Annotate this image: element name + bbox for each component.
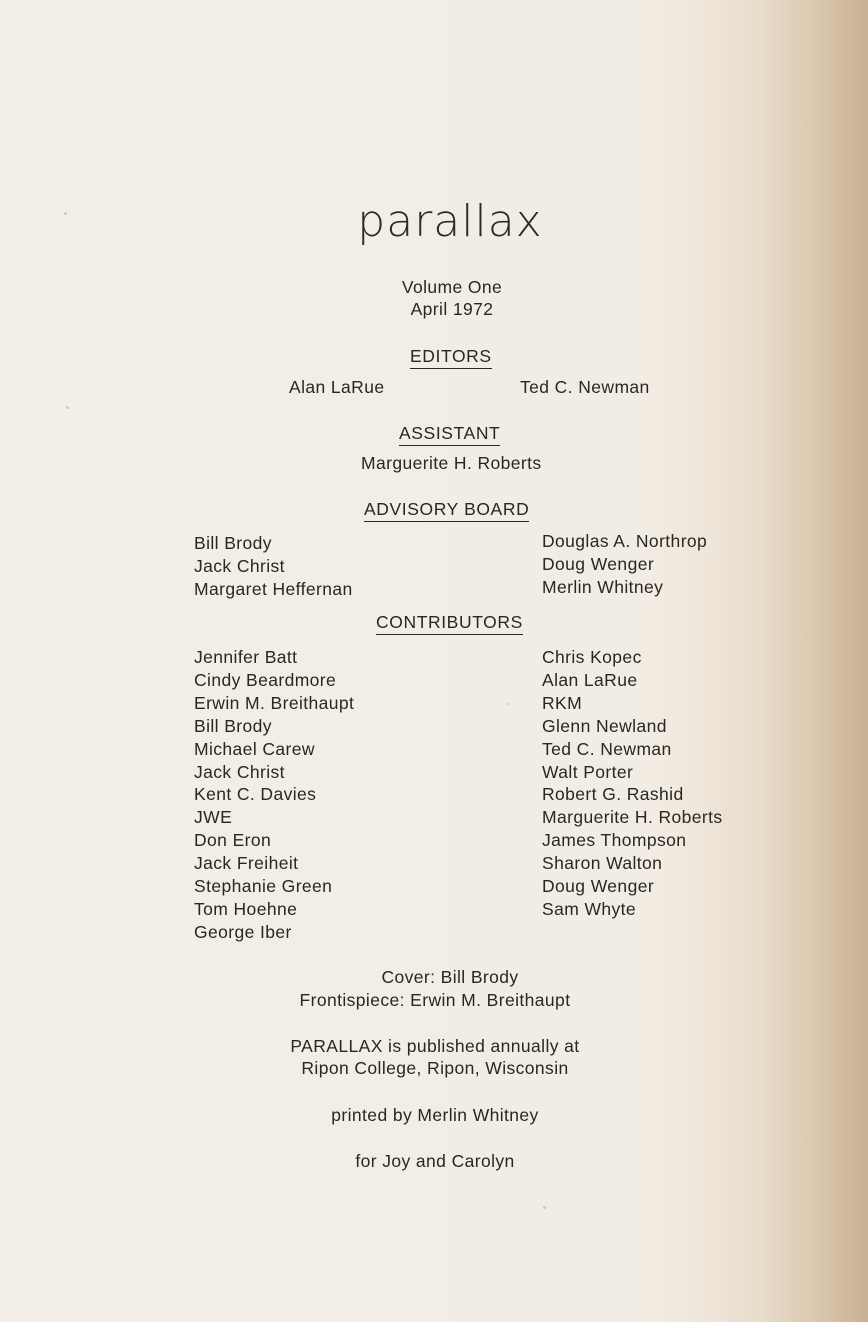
list-item: Don Eron [194,830,272,851]
list-item: Jennifer Batt [194,647,298,667]
list-item: Sharon Walton [542,853,663,874]
list-item: Ted C. Newman [542,738,672,759]
list-item: RKM [542,692,583,713]
list-item: Chris Kopec [542,647,642,667]
contributors-right-list [542,646,723,921]
dedication: for Joy and Carolyn [355,1151,515,1171]
list-item: JWE [194,807,233,828]
list-item: Doug Wenger [542,553,655,574]
volume-label: Volume One [401,277,503,297]
publication-note-line2: Ripon College, Ripon, Wisconsin [301,1058,569,1078]
list-item: Douglas A. Northrop [542,531,708,551]
paper-speck [66,406,69,409]
list-item: George Iber [194,921,292,942]
publication-note-line1: PARALLAX is published annually at [290,1036,580,1056]
assistant-name: Marguerite H. Roberts [361,453,542,473]
list-item: Jack Freiheit [194,853,299,874]
list-item: Erwin M. Breithaupt [194,692,355,713]
frontispiece-credit: Frontispiece: Erwin M. Breithaupt [299,990,571,1010]
issue-date: April 1972 [410,299,494,319]
editor-name: Ted C. Newman [520,377,650,397]
advisory-board-left-list [194,532,353,601]
list-item: Tom Hoehne [194,898,298,919]
magazine-title: parallax [357,196,543,247]
cover-credit: Cover: Bill Brody [381,967,519,987]
list-item: Jack Christ [194,761,285,782]
list-item: Jack Christ [194,555,285,576]
list-item: Walt Porter [542,761,634,782]
advisory-board-heading: ADVISORY BOARD [364,498,529,522]
editors-heading: EDITORS [410,345,492,369]
contributors-left-list [194,646,354,944]
advisory-board-right-list [542,530,707,599]
list-item: James Thompson [542,830,687,851]
list-item: Doug Wenger [542,876,655,897]
printer-credit: printed by Merlin Whitney [331,1105,539,1125]
list-item: Bill Brody [194,715,272,736]
list-item: Kent C. Davies [194,784,317,805]
paper-speck [543,1206,546,1209]
list-item: Michael Carew [194,738,315,759]
list-item: Robert G. Rashid [542,784,684,805]
list-item: Alan LaRue [542,669,638,690]
list-item: Margaret Heffernan [194,578,353,599]
list-item: Glenn Newland [542,715,667,736]
list-item: Stephanie Green [194,876,333,897]
editor-name: Alan LaRue [289,377,385,397]
list-item: Merlin Whitney [542,576,664,597]
paper-speck [507,703,509,705]
list-item: Bill Brody [194,533,272,553]
list-item: Sam Whyte [542,898,637,919]
assistant-heading: ASSISTANT [399,422,500,446]
list-item: Marguerite H. Roberts [542,807,723,828]
list-item: Cindy Beardmore [194,669,337,690]
contributors-heading: CONTRIBUTORS [376,611,523,635]
